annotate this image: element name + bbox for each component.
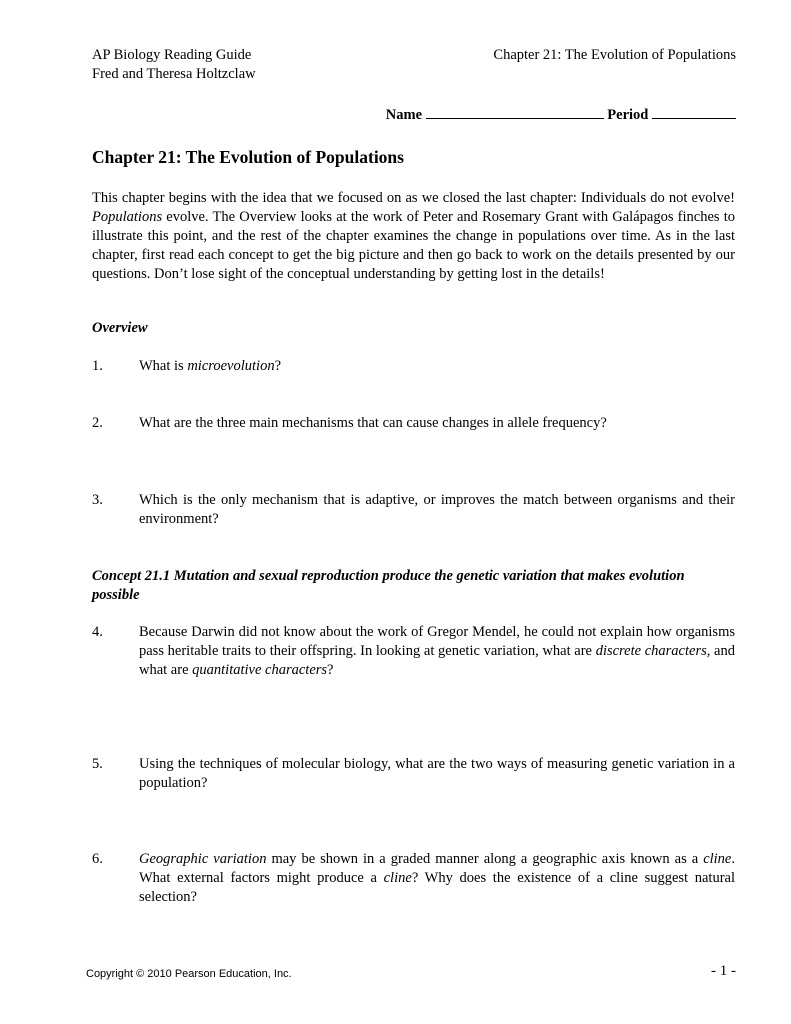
question-2 <box>92 414 735 433</box>
question-number: 3. <box>92 492 103 508</box>
name-period-line <box>386 105 736 125</box>
authors: Fred and Theresa Holtzclaw <box>92 66 256 82</box>
question-number: 2. <box>92 415 103 431</box>
question-term: Geographic variation <box>139 851 267 867</box>
section-concept-21-1: Concept 21.1 Mutation and sexual reproduction produce the genetic variation that makes evolution possible <box>92 568 685 603</box>
question-term: discrete characters <box>595 643 707 659</box>
question-text <box>139 623 735 680</box>
intro-text-a: This chapter begins with the idea that we focused on as we closed the last chapter: Individuals do not evolve! <box>92 190 735 206</box>
question-term: cline <box>383 870 412 886</box>
question-term: microevolution <box>187 358 275 374</box>
question-5 <box>92 755 735 793</box>
question-text-part: may be shown in a graded manner along a geographic axis known as a <box>266 851 704 867</box>
page-title: Chapter 21: The Evolution of Populations <box>92 147 404 167</box>
question-3 <box>92 491 735 529</box>
copyright: Copyright © 2010 Pearson Education, Inc. <box>86 968 292 980</box>
period-label: Period <box>607 107 649 123</box>
intro-text-c: evolve. The Overview looks at the work of Peter and Rosemary Grant with Galápagos finches to illustrate this point, and the rest of the chapter examines the change in populations over time. As in the last chapter, first read each concept to get the big picture and then go back to work on the details presented by our questions. Don’t lose sight of the conceptual understanding by getting lost in the details! <box>92 209 735 282</box>
question-term: cline <box>703 851 732 867</box>
question-text: Using the techniques of molecular biology, what are the two ways of measuring genetic variation in a population? <box>139 756 735 791</box>
question-text-part: . What external factors might produce a <box>139 851 735 886</box>
question-text-part: ? <box>274 358 282 374</box>
question-number: 1. <box>92 358 103 374</box>
question-number: 4. <box>92 624 103 640</box>
name-label: Name <box>385 107 423 123</box>
intro-text-populations: Populations <box>92 209 163 225</box>
question-text-part: What is <box>139 358 188 374</box>
name-blank[interactable] <box>426 105 604 119</box>
question-text-part: Because Darwin did not know about the work of Gregor Mendel, he could not explain how organisms pass heritable traits to their offspring. In looking at genetic variation, what are <box>139 624 735 659</box>
question-text <box>139 357 735 376</box>
question-text <box>139 850 735 907</box>
header-left <box>92 46 256 84</box>
question-text-part: ? <box>327 662 334 678</box>
question-6 <box>92 850 735 907</box>
question-text: Which is the only mechanism that is adaptive, or improves the match between organisms and their environment? <box>139 492 735 527</box>
question-number: 5. <box>92 756 103 772</box>
guide-title: AP Biology Reading Guide <box>92 47 252 63</box>
question-text: What are the three main mechanisms that can cause changes in allele frequency? <box>139 415 607 431</box>
question-1 <box>92 357 735 376</box>
period-blank[interactable] <box>652 105 736 119</box>
intro-paragraph <box>92 189 735 284</box>
question-4 <box>92 623 735 680</box>
question-term: quantitative characters <box>192 662 328 678</box>
question-text-part: , and what are <box>139 643 735 678</box>
page-number: - 1 - <box>711 963 736 979</box>
question-number: 6. <box>92 851 103 867</box>
question-text-part: ? Why does the existence of a cline suggest natural selection? <box>139 870 736 905</box>
header-chapter: Chapter 21: The Evolution of Populations <box>493 47 736 63</box>
section-overview: Overview <box>92 320 148 336</box>
